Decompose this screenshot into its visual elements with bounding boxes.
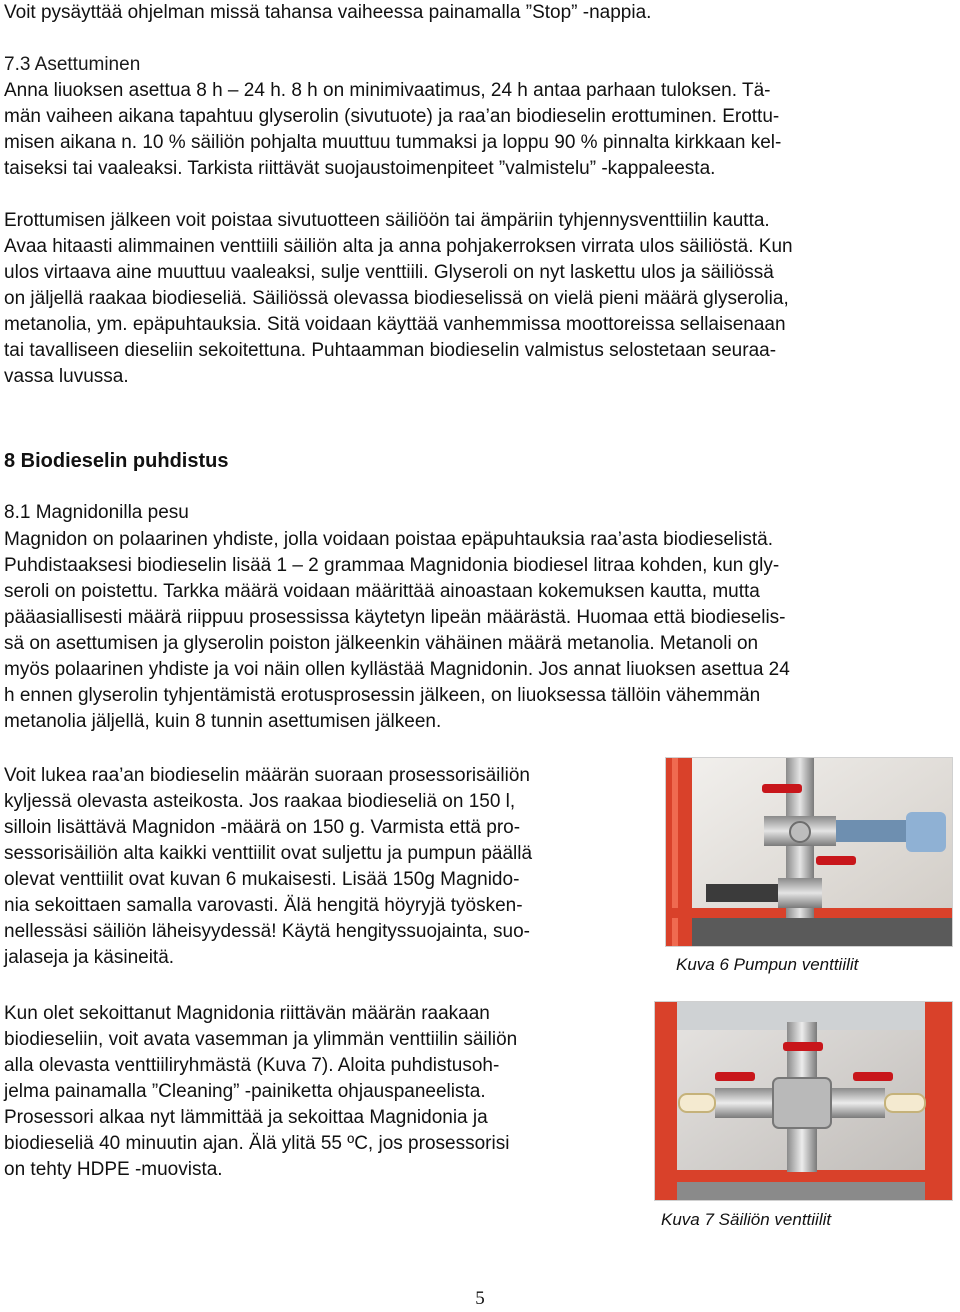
text-line: jalaseja ja käsineitä.: [4, 947, 175, 968]
text-line: on jäljellä raakaa biodieseliä. Säiliössä olevassa biodieselissä on vielä pieni määrä glyserolia,: [4, 288, 789, 309]
text-line: vassa luvussa.: [4, 366, 129, 387]
section-heading-8-1: 8.1 Magnidonilla pesu: [4, 502, 189, 523]
text-line: Anna liuoksen asettua 8 h – 24 h. 8 h on minimivaatimus, 24 h antaa parhaan tuloksen. Tä-: [4, 80, 771, 101]
text-line: myös polaarinen yhdiste ja voi näin ollen kyllästää Magnidonin. Jos annat liuoksen asettua 24: [4, 659, 790, 680]
text-line: kyljessä olevasta asteikosta. Jos raakaa biodieseliä on 150 l,: [4, 791, 516, 812]
text-line: biodieseliä 40 minuutin ajan. Älä ylitä 55 ºC, jos prosessorisi: [4, 1133, 510, 1154]
text-line: Prosessori alkaa nyt lämmittää ja sekoittaa Magnidonia ja: [4, 1107, 488, 1128]
pump-valves-illustration: [666, 758, 952, 946]
text-line: seroli on poistettu. Tarkka määrä voidaan määrittää ainoastaan kokemuksen kautta, mutta: [4, 581, 760, 602]
section-8-1-paragraph-1: [4, 527, 790, 735]
text-line: nellessäsi säiliön läheisyydessä! Käytä hengityssuojainta, suo-: [4, 921, 530, 942]
text-line: tai tavalliseen dieseliin sekoitettuna. Puhtaamman biodieselin valmistus selostetaan seuraa-: [4, 340, 777, 361]
text-line: sessorisäiliön alta kaikki venttiilit ovat suljettu ja pumpun päällä: [4, 843, 533, 864]
text-line: Erottumisen jälkeen voit poistaa sivutuotteen säiliöön tai ämpäriin tyhjennysventtiilin kautta.: [4, 210, 770, 231]
text-line: metanolia, ym. epäpuhtauksia. Sitä voidaan käyttää vanhemmissa moottoreissa sellaisenaan: [4, 314, 786, 335]
text-line: biodieseliin, voit avata vasemman ja ylimmän venttiilin säiliön: [4, 1029, 518, 1050]
text-line: pääasiallisesti määrä riippuu prosessissa käytetyn lipeän määrästä. Huomaa että biodieselis-: [4, 607, 786, 628]
section-7-3-paragraph-1: [4, 78, 781, 182]
text-line: Kun olet sekoittanut Magnidonia riittävän määrän raakaan: [4, 1003, 490, 1024]
text-line: on tehty HDPE -muovista.: [4, 1159, 223, 1180]
section-7-3-paragraph-2: [4, 208, 793, 390]
chapter-heading-8: 8 Biodieselin puhdistus: [4, 450, 229, 472]
stop-instruction: Voit pysäyttää ohjelman missä tahansa vaiheessa painamalla ”Stop” -nappia.: [4, 2, 652, 23]
text-line: alla olevasta venttiiliryhmästä (Kuva 7). Aloita puhdistusoh-: [4, 1055, 500, 1076]
tank-valves-photo: [654, 1001, 953, 1201]
section-heading-7-3: 7.3 Asettuminen: [4, 54, 141, 75]
section-8-1-paragraph-2: [4, 763, 644, 971]
text-line: taiseksi tai vaaleaksi. Tarkista riittävät suojaustoimenpiteet ”valmistelu” -kappaleesta.: [4, 158, 716, 179]
text-line: Avaa hitaasti alimmainen venttiili säiliön alta ja anna pohjakerroksen virrata ulos säiliöstä. Kun: [4, 236, 793, 257]
text-line: Puhdistaaksesi biodieselin lisää 1 – 2 grammaa Magnidonia biodiesel litraa kohden, kun gly-: [4, 555, 780, 576]
figure-6-caption: Kuva 6 Pumpun venttiilit: [676, 955, 859, 974]
text-line: misen aikana n. 10 % säiliön pohjalta muuttuu tummaksi ja loppu 90 % pinnalta kirkkaan kel-: [4, 132, 782, 153]
text-line: sä on asettumisen ja glyserolin poiston jälkeenkin vähäinen määrä metanolia. Metanoli on: [4, 633, 759, 654]
text-line: Voit lukea raa’an biodieselin määrän suoraan prosessorisäiliön: [4, 765, 530, 786]
text-line: ulos virtaava aine muuttuu vaaleaksi, sulje venttiili. Glyseroli on nyt laskettu ulos ja säiliössä: [4, 262, 774, 283]
section-8-1-paragraph-3: [4, 1001, 632, 1183]
text-line: h ennen glyserolin tyhjentämistä erotusprosessin jälkeen, on liuoksessa tällöin vähemmän: [4, 685, 761, 706]
text-line: metanolia jäljellä, kuin 8 tunnin asettumisen jälkeen.: [4, 711, 442, 732]
text-line: Magnidon on polaarinen yhdiste, jolla voidaan poistaa epäpuhtauksia raa’asta biodieselistä.: [4, 529, 773, 550]
text-line: män vaiheen aikana tapahtuu glyserolin (sivutuote) ja raa’an biodieselin erottuminen. Erottu-: [4, 106, 780, 127]
text-line: olevat venttiilit ovat kuvan 6 mukaisesti. Lisää 150g Magnido-: [4, 869, 520, 890]
text-line: nia sekoittaen samalla varovasti. Älä hengitä höyryjä työsken-: [4, 895, 523, 916]
page-number: 5: [475, 1288, 485, 1309]
text-line: silloin lisättävä Magnidon -määrä on 150 g. Varmista että pro-: [4, 817, 521, 838]
figure-7-caption: Kuva 7 Säiliön venttiilit: [661, 1210, 832, 1229]
text-line: jelma painamalla ”Cleaning” -painiketta ohjauspaneelista.: [4, 1081, 486, 1102]
tank-valves-illustration: [655, 1002, 952, 1200]
pump-valves-photo: [665, 757, 953, 947]
